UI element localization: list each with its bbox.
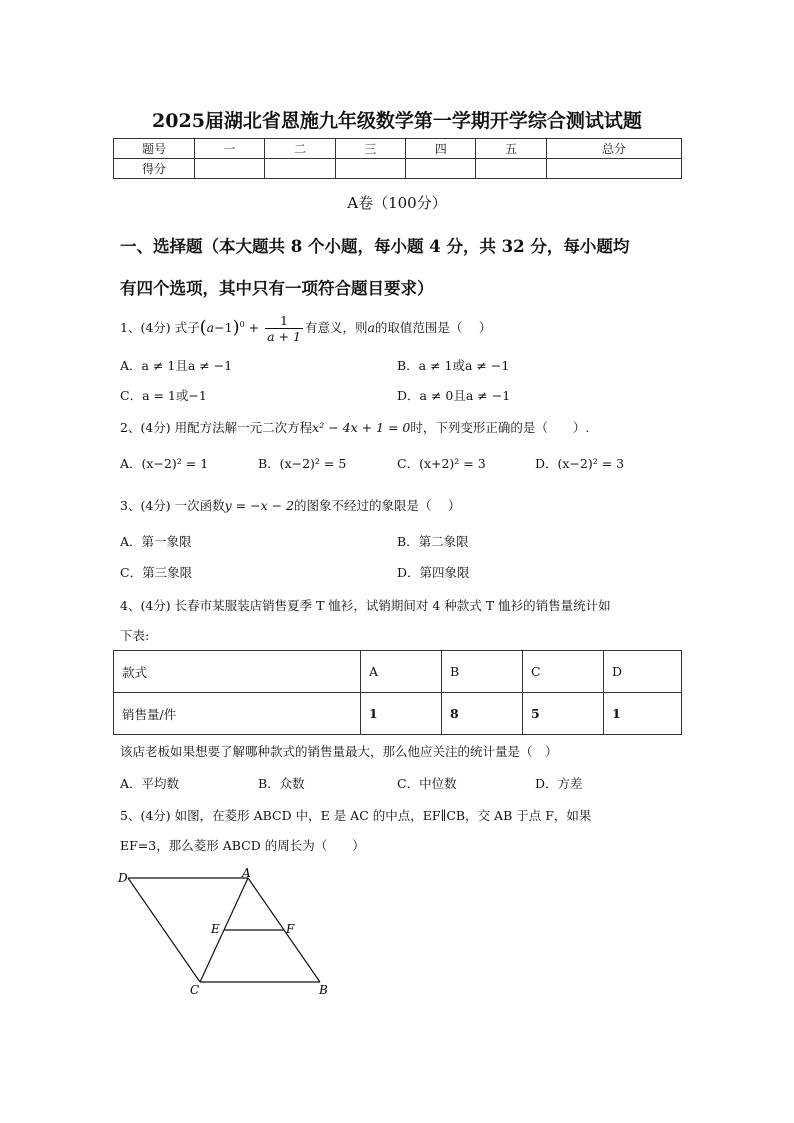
section-heading-line2: 有四个选项，其中只有一项符合题目要求）: [120, 279, 434, 298]
score-blank-cell[interactable]: [406, 159, 476, 179]
sales-header-cell: A: [361, 651, 442, 693]
q1-tail: 的取值范围是（ ）: [374, 320, 492, 335]
q4-option-a[interactable]: A．平均数: [120, 776, 180, 791]
q3-option-b[interactable]: B．第二象限: [397, 534, 469, 549]
q2-prefix: 2、(4分) 用配方法解一元二次方程: [120, 420, 313, 435]
score-blank-cell[interactable]: [546, 159, 681, 179]
sales-header-cell: D: [604, 651, 682, 693]
sales-row-label: 销售量/件: [114, 693, 361, 735]
q2-option-a[interactable]: A．(x−2)² = 1: [120, 456, 209, 471]
score-header-cell: 四: [406, 139, 476, 159]
label-F: F: [286, 922, 295, 936]
q1-fraction: $\frac{1}{a + 1}$: [267, 313, 301, 344]
page-title: 2025届湖北省恩施九年级数学第一学期开学综合测试试题: [152, 110, 642, 132]
question-3: [120, 496, 461, 514]
score-table-score-row: [114, 159, 682, 179]
q2-option-b[interactable]: B．(x−2)² = 5: [258, 456, 347, 471]
score-header-cell: 一: [195, 139, 265, 159]
q3-equation: y = −x − 2: [224, 498, 295, 513]
q4-option-d[interactable]: D．方差: [535, 776, 583, 791]
q5-line1: 5、(4分) 如图，在菱形 ABCD 中，E 是 AC 的中点，EF∥CB，交 AB 于点 F，如果: [120, 808, 592, 823]
q4-line2: 下表:: [120, 628, 150, 643]
sales-table: [113, 650, 682, 735]
score-header-cell: 总分: [546, 139, 681, 159]
label-C: C: [190, 983, 200, 997]
section-heading-line1: 一、选择题（本大题共 8 个小题，每小题 4 分，共 32 分，每小题均: [120, 237, 630, 256]
sales-header-row: [114, 651, 682, 693]
sales-header-cell: 款式: [114, 651, 361, 693]
q1-option-d[interactable]: D．a ≠ 0且a ≠ −1: [397, 388, 511, 403]
score-blank-cell[interactable]: [476, 159, 546, 179]
sales-value-cell: 5: [523, 693, 604, 735]
score-header-cell: 三: [335, 139, 405, 159]
q1-prefix: 1、(4分) 式子: [120, 320, 200, 335]
q2-tail: 时，下列变形正确的是（ ）.: [410, 420, 590, 435]
label-E: E: [211, 922, 220, 936]
q1-option-c[interactable]: C．a = 1或−1: [120, 388, 207, 403]
score-row-label: 得分: [114, 159, 195, 179]
score-blank-cell[interactable]: [335, 159, 405, 179]
q2-option-d[interactable]: D．(x−2)² = 3: [535, 456, 625, 471]
q5-line2: EF=3，那么菱形 ABCD 的周长为（ ）: [120, 838, 365, 853]
edge-DC: [128, 878, 200, 982]
label-A: A: [242, 866, 251, 880]
rhombus-figure: [110, 860, 350, 1005]
score-header-cell: 题号: [114, 139, 195, 159]
q2-option-c[interactable]: C．(x+2)² = 3: [397, 456, 486, 471]
sales-value-cell: 1: [361, 693, 442, 735]
score-header-cell: 五: [476, 139, 546, 159]
label-D: D: [118, 871, 128, 885]
score-blank-cell[interactable]: [195, 159, 265, 179]
part-title: A卷（100分）: [347, 194, 447, 212]
q1-suffix: 有意义，则: [304, 320, 368, 335]
sales-header-cell: C: [523, 651, 604, 693]
sales-header-cell: B: [442, 651, 523, 693]
score-header-cell: 二: [265, 139, 335, 159]
q1-var: a: [367, 320, 375, 335]
q1-option-b[interactable]: B．a ≠ 1或a ≠ −1: [397, 358, 510, 373]
score-blank-cell[interactable]: [265, 159, 335, 179]
q4-line1: 4、(4分) 长春市某服装店销售夏季 T 恤衫，试销期间对 4 种款式 T 恤衫的销售量统计如: [120, 598, 611, 613]
q4-option-b[interactable]: B．众数: [258, 776, 305, 791]
sales-value-cell: 8: [442, 693, 523, 735]
score-table-header-row: [114, 139, 682, 159]
q4-question: 该店老板如果想要了解哪种款式的销售量最大，那么他应关注的统计量是（ ）: [120, 744, 558, 759]
q4-option-c[interactable]: C．中位数: [397, 776, 457, 791]
q3-tail: 的图象不经过的象限是（ ）: [294, 498, 461, 513]
sales-value-cell: 1: [604, 693, 682, 735]
sales-data-row: [114, 693, 682, 735]
score-table: [113, 138, 682, 179]
q2-equation: x² − 4x + 1 = 0: [312, 420, 411, 435]
q3-option-d[interactable]: D．第四象限: [397, 565, 470, 580]
label-B: B: [319, 983, 328, 997]
question-2: [120, 418, 589, 436]
q3-prefix: 3、(4分) 一次函数: [120, 498, 225, 513]
q3-option-c[interactable]: C．第三象限: [120, 565, 193, 580]
question-1: 1、(4分) 式子$(a-1)^0$ + $\frac{1}{a + 1}$ 有意义，则a的取值范围是（ ）: [120, 313, 492, 344]
q3-option-a[interactable]: A．第一象限: [120, 534, 192, 549]
q1-option-a[interactable]: A．a ≠ 1且a ≠ −1: [120, 358, 233, 373]
